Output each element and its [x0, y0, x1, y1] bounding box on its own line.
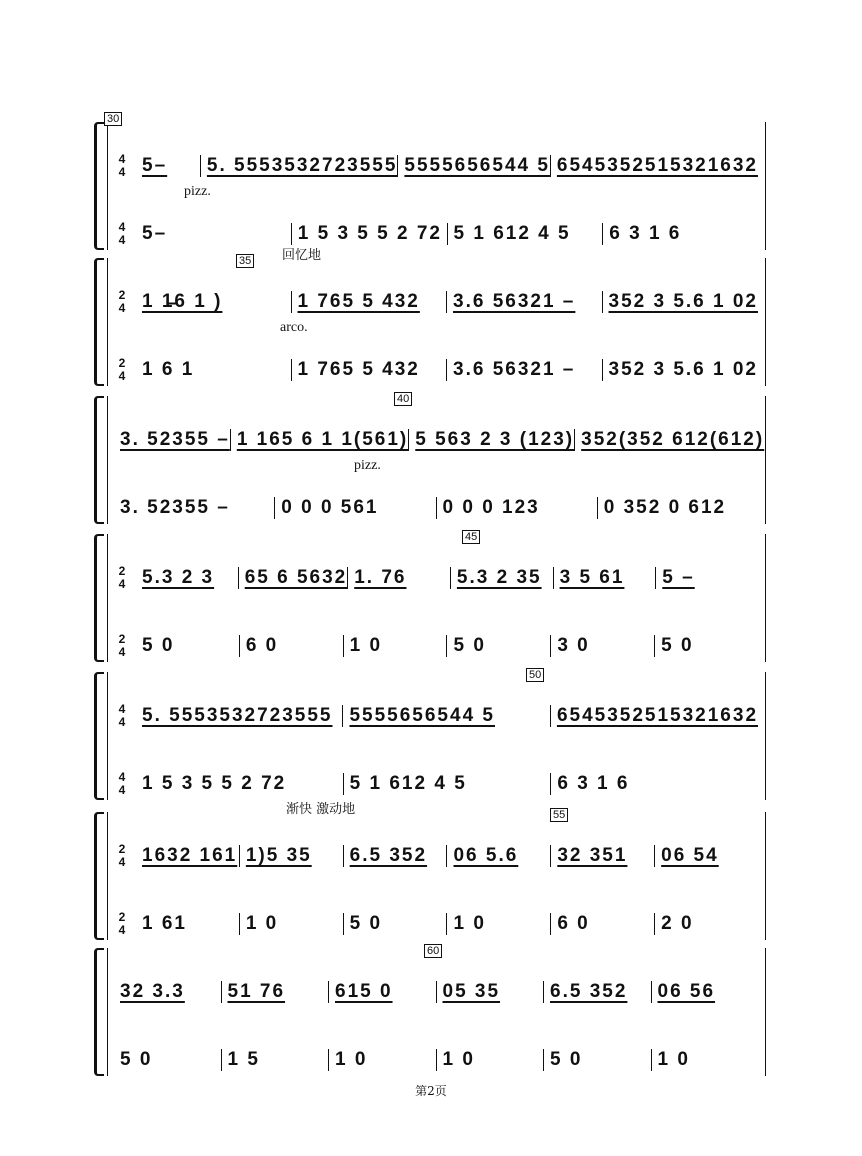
- time-signature-numerator: 4: [118, 152, 126, 166]
- lower-staff: [114, 488, 758, 528]
- upper-staff: [114, 282, 758, 322]
- time-signature-denominator: 4: [118, 165, 126, 179]
- system-bracket: [94, 258, 104, 386]
- measure-number: 30: [104, 112, 122, 126]
- measure: 1 765 5 432: [291, 359, 447, 381]
- system-bracket-line: [107, 812, 108, 940]
- measure: 3. 52355 –: [120, 429, 230, 450]
- score-system: [94, 248, 766, 386]
- measure: 6545352515321632: [550, 705, 758, 727]
- measure: 5 0: [446, 635, 550, 657]
- page-number: 第2页: [415, 1084, 447, 1098]
- measure: 5–: [142, 223, 168, 244]
- measure: 1 5: [221, 1049, 329, 1071]
- time-signature: [114, 843, 130, 869]
- score-system: [94, 945, 766, 1076]
- upper-staff: [114, 696, 758, 736]
- system-bracket: [94, 672, 104, 800]
- time-signature-numerator: 2: [118, 632, 126, 646]
- time-signature-denominator: 4: [118, 645, 126, 659]
- measure: 6545352515321632: [550, 155, 758, 177]
- time-signature-denominator: 4: [118, 855, 126, 869]
- time-signature-denominator: 4: [118, 369, 126, 383]
- system-bracket-line: [107, 258, 108, 386]
- measure: 0 0 0 561: [274, 497, 435, 519]
- measure-number: 40: [394, 392, 412, 406]
- time-signature-denominator: 4: [118, 233, 126, 247]
- upper-staff: [114, 558, 758, 598]
- measure: 65 6 5632: [238, 567, 348, 589]
- measure: 5 –: [655, 567, 758, 589]
- measure: 5555656544 5: [397, 155, 550, 177]
- final-barline: [765, 122, 766, 250]
- measure: 1 0: [328, 1049, 436, 1071]
- score-system: [94, 531, 766, 662]
- measure: 5 0: [654, 635, 758, 657]
- measure: 1 0: [343, 635, 447, 657]
- time-signature: [114, 771, 130, 797]
- time-signature: [114, 703, 130, 729]
- upper-staff: [114, 420, 765, 460]
- measure: 3 5 61: [553, 567, 656, 589]
- lower-staff: [114, 350, 758, 390]
- final-barline: [765, 948, 766, 1076]
- time-signature: [114, 565, 130, 591]
- measure: 1 0: [239, 913, 343, 935]
- system-bracket-line: [107, 672, 108, 800]
- measure: 3.6 56321 –: [446, 359, 602, 381]
- measure: 5 563 2 3 (123): [408, 429, 574, 451]
- system-bracket-line: [107, 396, 108, 524]
- measure-number: 50: [526, 668, 544, 682]
- time-signature-numerator: 4: [118, 770, 126, 784]
- measure: 352 3 5.6 1 02: [602, 359, 759, 381]
- time-signature-numerator: 2: [118, 842, 126, 856]
- measure: 615 0: [328, 981, 436, 1003]
- measure-number: 35: [236, 254, 254, 268]
- measure: 6 3 1 6: [550, 773, 758, 795]
- lower-staff: [114, 626, 758, 666]
- time-signature-denominator: 4: [118, 923, 126, 937]
- measure: 51 76: [221, 981, 329, 1003]
- measure: 06 56: [651, 981, 759, 1003]
- measure: 5 0: [543, 1049, 651, 1071]
- measure: 5.3 2 35: [450, 567, 553, 589]
- upper-staff: [114, 972, 758, 1012]
- measure: 3 0: [550, 635, 654, 657]
- measure: 6.5 352: [543, 981, 651, 1003]
- measure: 1 1̶6 1 ): [142, 291, 223, 312]
- measure: 5 1 612 4 5: [447, 223, 603, 245]
- measure: 1 0: [651, 1049, 759, 1071]
- time-signature: [114, 289, 130, 315]
- upper-staff: [114, 836, 758, 876]
- system-bracket: [94, 812, 104, 940]
- lower-staff: [114, 1040, 758, 1080]
- time-signature-numerator: 4: [118, 702, 126, 716]
- measure: 6.5 352: [343, 845, 447, 867]
- measure: 1 765 5 432: [291, 291, 447, 313]
- measure-number: 45: [462, 530, 480, 544]
- expression-marking: 渐快 激动地: [286, 802, 356, 817]
- measure: 6 0: [239, 635, 343, 657]
- system-bracket-line: [107, 948, 108, 1076]
- measure: 5 1 612 4 5: [343, 773, 551, 795]
- measure: 06 54: [654, 845, 758, 867]
- time-signature: [114, 633, 130, 659]
- score-system: [94, 802, 766, 940]
- lower-staff: [114, 764, 758, 804]
- measure: 6 3 1 6: [602, 223, 758, 245]
- final-barline: [765, 534, 766, 662]
- measure: 0 352 0 612: [597, 497, 758, 519]
- measure: 1 5 3 5 5 2 72: [142, 773, 287, 794]
- measure: 3.6 56321 –: [446, 291, 602, 313]
- expression-marking: pizz.: [184, 184, 211, 199]
- measure: 5.3 2 3: [142, 567, 215, 588]
- measure: 5–: [142, 155, 168, 176]
- time-signature-numerator: 2: [118, 356, 126, 370]
- score-system: [94, 393, 766, 524]
- upper-staff: [114, 146, 758, 186]
- system-bracket-line: [107, 534, 108, 662]
- measure: 32 351: [550, 845, 654, 867]
- system-bracket-line: [107, 122, 108, 250]
- measure: 32 3.3: [120, 981, 185, 1002]
- measure: 5. 5553532723555: [142, 705, 333, 726]
- measure: 1632 161: [142, 845, 238, 866]
- time-signature-denominator: 4: [118, 715, 126, 729]
- expression-marking: arco.: [280, 320, 308, 335]
- final-barline: [765, 396, 766, 524]
- expression-marking: 回忆地: [282, 248, 322, 263]
- time-signature-denominator: 4: [118, 577, 126, 591]
- measure-number: 55: [550, 808, 568, 822]
- measure: 2 0: [654, 913, 758, 935]
- final-barline: [765, 672, 766, 800]
- measure: 05 35: [436, 981, 544, 1003]
- time-signature-numerator: 2: [118, 910, 126, 924]
- time-signature-numerator: 2: [118, 288, 126, 302]
- measure: 0 0 0 123: [436, 497, 597, 519]
- score-system: [94, 113, 766, 250]
- system-bracket: [94, 122, 104, 250]
- measure: 5 0: [343, 913, 447, 935]
- time-signature: [114, 357, 130, 383]
- time-signature-denominator: 4: [118, 301, 126, 315]
- measure: 1 0: [436, 1049, 544, 1071]
- lower-staff: [114, 904, 758, 944]
- measure: 1 165 6 1 1(561): [230, 429, 408, 451]
- measure: 1. 76: [347, 567, 450, 589]
- measure: 352 3 5.6 1 02: [602, 291, 759, 313]
- time-signature-numerator: 4: [118, 220, 126, 234]
- measure: 1 6 1: [142, 359, 195, 380]
- time-signature-denominator: 4: [118, 783, 126, 797]
- measure: 1 61: [142, 913, 187, 934]
- measure: 3. 52355 –: [120, 497, 230, 518]
- time-signature-numerator: 2: [118, 564, 126, 578]
- measure-number: 60: [424, 944, 442, 958]
- measure: 1 0: [446, 913, 550, 935]
- measure: 5555656544 5: [342, 705, 549, 727]
- score-system: [94, 669, 766, 800]
- measure: 1)5 35: [239, 845, 343, 867]
- time-signature: [114, 911, 130, 937]
- measure: 5. 5553532723555: [200, 155, 398, 177]
- lower-staff: [114, 214, 758, 254]
- measure: 5 0: [142, 635, 175, 656]
- measure: 5 0: [120, 1049, 153, 1070]
- system-bracket: [94, 534, 104, 662]
- measure: 1 5 3 5 5 2 72: [291, 223, 447, 245]
- system-bracket: [94, 948, 104, 1076]
- system-bracket: [94, 396, 104, 524]
- measure: 352(352 612(612): [574, 429, 764, 451]
- final-barline: [765, 258, 766, 386]
- measure: 06 5.6: [446, 845, 550, 867]
- measure: 6 0: [550, 913, 654, 935]
- time-signature: [114, 153, 130, 179]
- time-signature: [114, 221, 130, 247]
- expression-marking: pizz.: [354, 458, 381, 473]
- final-barline: [765, 812, 766, 940]
